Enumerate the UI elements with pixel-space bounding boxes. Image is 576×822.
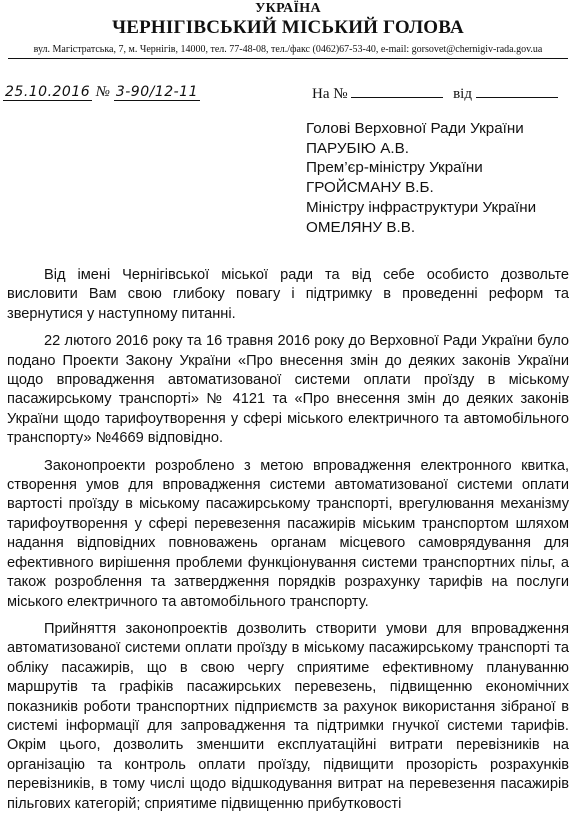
body-paragraph: Прийняття законопроектів дозволить створити умови для впровадження автоматизованої системи оплати проїзду в міському пасажирському транспорті та обліку пасажирів, що в свою чергу сприятиме ефективному плануванню маршрутів та графіків пасажирських перевезень, підвищенню економічних показників роботи транспортних підприємств за рахунок використання зібраної в системі інформації для запровадження та підтримки гнучкої системи тарифів. Окрім цього, дозволить зменшити експлуатаційні витрати перевізників на організацію та контроль оплати проїзду, підвищити прозорість розрахунків перевізників, в тому числі щодо відшкодування витрат на перевезення пасажирів пільгових категорій; сприятиме підвищенню прибутковості (7, 620, 569, 812)
addressee-line: Прем’єр-міністру України (306, 159, 483, 177)
addressee-line: Голові Верховної Ради України (306, 120, 524, 137)
incoming-date-label: від (453, 86, 472, 102)
outgoing-registration (3, 84, 200, 101)
header-divider (8, 58, 568, 59)
incoming-number-blank (351, 85, 443, 98)
registration-date: 25.10.2016 (5, 84, 91, 100)
header-address: вул. Магістратська, 7, м. Чернігів, 14000, тел. 77-48-08, тел./факс (0462)67-53-40, e-mail: gorsovet@chernigiv-rada.gov.ua (33, 44, 543, 55)
body-paragraph: Законопроекти розроблено з метою впровадження електронного квитка, створення умов для впровадження системи автоматизованої системи оплати вартості проїзду в міському пасажирському транспорті, врегулювання механізму тарифоутворення у сфері перевезення пасажирів міським транспортом шляхом надання відповідних повноважень органам місцевого самоврядування для ефективного вирішення проблеми функціонування системи транспортних пільг, а також розроблення та затвердження порядків розрахунку тарифів на послуги міського електричного та автомобільного транспорту. (7, 457, 569, 610)
letter-body (7, 266, 569, 822)
registration-number: 3-90/12-11 (115, 84, 198, 100)
header-country: УКРАЇНА (255, 1, 321, 16)
incoming-reference (312, 85, 558, 103)
registration-number-prefix: № (95, 84, 111, 100)
incoming-date-blank (476, 85, 558, 98)
addressee-line: ГРОЙСМАНУ В.Б. (306, 179, 434, 197)
header-office-title: ЧЕРНІГІВСЬКИЙ МІСЬКИЙ ГОЛОВА (112, 17, 464, 38)
addressee-line: ПАРУБІЮ А.В. (306, 139, 409, 157)
body-paragraph: 22 лютого 2016 року та 16 травня 2016 року до Верховної Ради України було подано Проекти Закону України «Про внесення змін до деяких законів України щодо впровадження автоматизованої системи оплати проїзду в міському пасажирському транспорті» № 4121 та «Про внесення змін до деяких законів України щодо тарифоутворення у сфері міського електричного та автомобільного транспорту» №4669 відповідно. (7, 333, 569, 447)
body-paragraph: Від імені Чернігівської міської ради та від себе особисто дозвольте висловити Вам свою глибоку повагу і підтримку в проведенні реформ та звернутися у наступному питанні. (7, 267, 569, 322)
incoming-number-label: На № (312, 86, 348, 102)
addressee-block (306, 119, 568, 237)
addressee-line: ОМЕЛЯНУ В.В. (306, 218, 416, 236)
addressee-line: Міністру інфраструктури України (306, 198, 537, 216)
